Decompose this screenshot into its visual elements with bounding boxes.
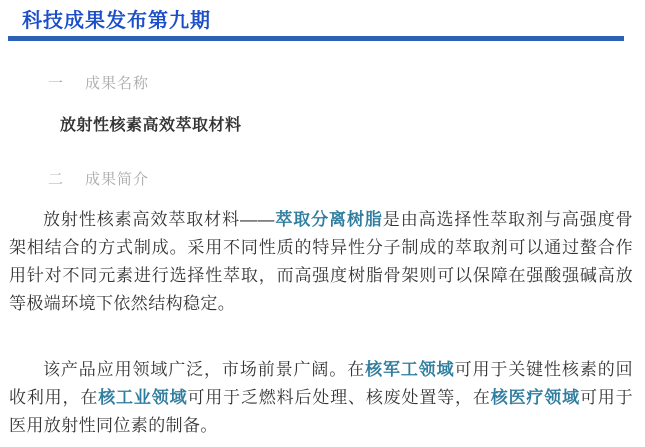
text-segment: 放射性核素高效萃取材料——: [43, 210, 275, 229]
highlighted-term: 核工业领域: [98, 388, 188, 407]
section-label: 成果名称: [85, 75, 150, 92]
text-segment: 可用于关键性核素的回收利用，在: [9, 360, 634, 407]
highlighted-term: 核医疗领域: [490, 388, 580, 407]
intro-paragraph-applications: [9, 356, 633, 440]
document-header: [0, 0, 645, 41]
text-segment: 该产品应用领域广泛，市场前景广阔。在: [43, 360, 366, 379]
section-heading-achievement-intro: [48, 168, 645, 189]
intro-paragraph-material: [9, 206, 633, 318]
highlighted-term: 萃取分离树脂: [274, 210, 383, 229]
highlighted-term: 核军工领域: [365, 360, 455, 379]
title-divider: [8, 36, 624, 41]
text-segment: 可用于医用放射性同位素的制备。: [9, 388, 634, 435]
section-heading-achievement-name: [48, 72, 645, 93]
text-segment: 可用于乏燃料后处理、核废处置等，在: [187, 388, 491, 407]
achievement-name: 放射性核素高效萃取材料: [60, 117, 242, 134]
text-segment: 是由高选择性萃取剂与高强度骨架相结合的方式制成。采用不同性质的特异性分子制成的萃取剂可以通过螯合作用针对不同元素进行选择性萃取，而高强度树脂骨架则可以保障在强酸强碱高放等极端环境下依然结构稳定。: [9, 210, 633, 313]
section-number: 一: [48, 75, 65, 92]
section-number: 二: [48, 171, 65, 188]
section-label: 成果简介: [85, 171, 150, 188]
page-title: 科技成果发布第九期: [22, 10, 211, 32]
